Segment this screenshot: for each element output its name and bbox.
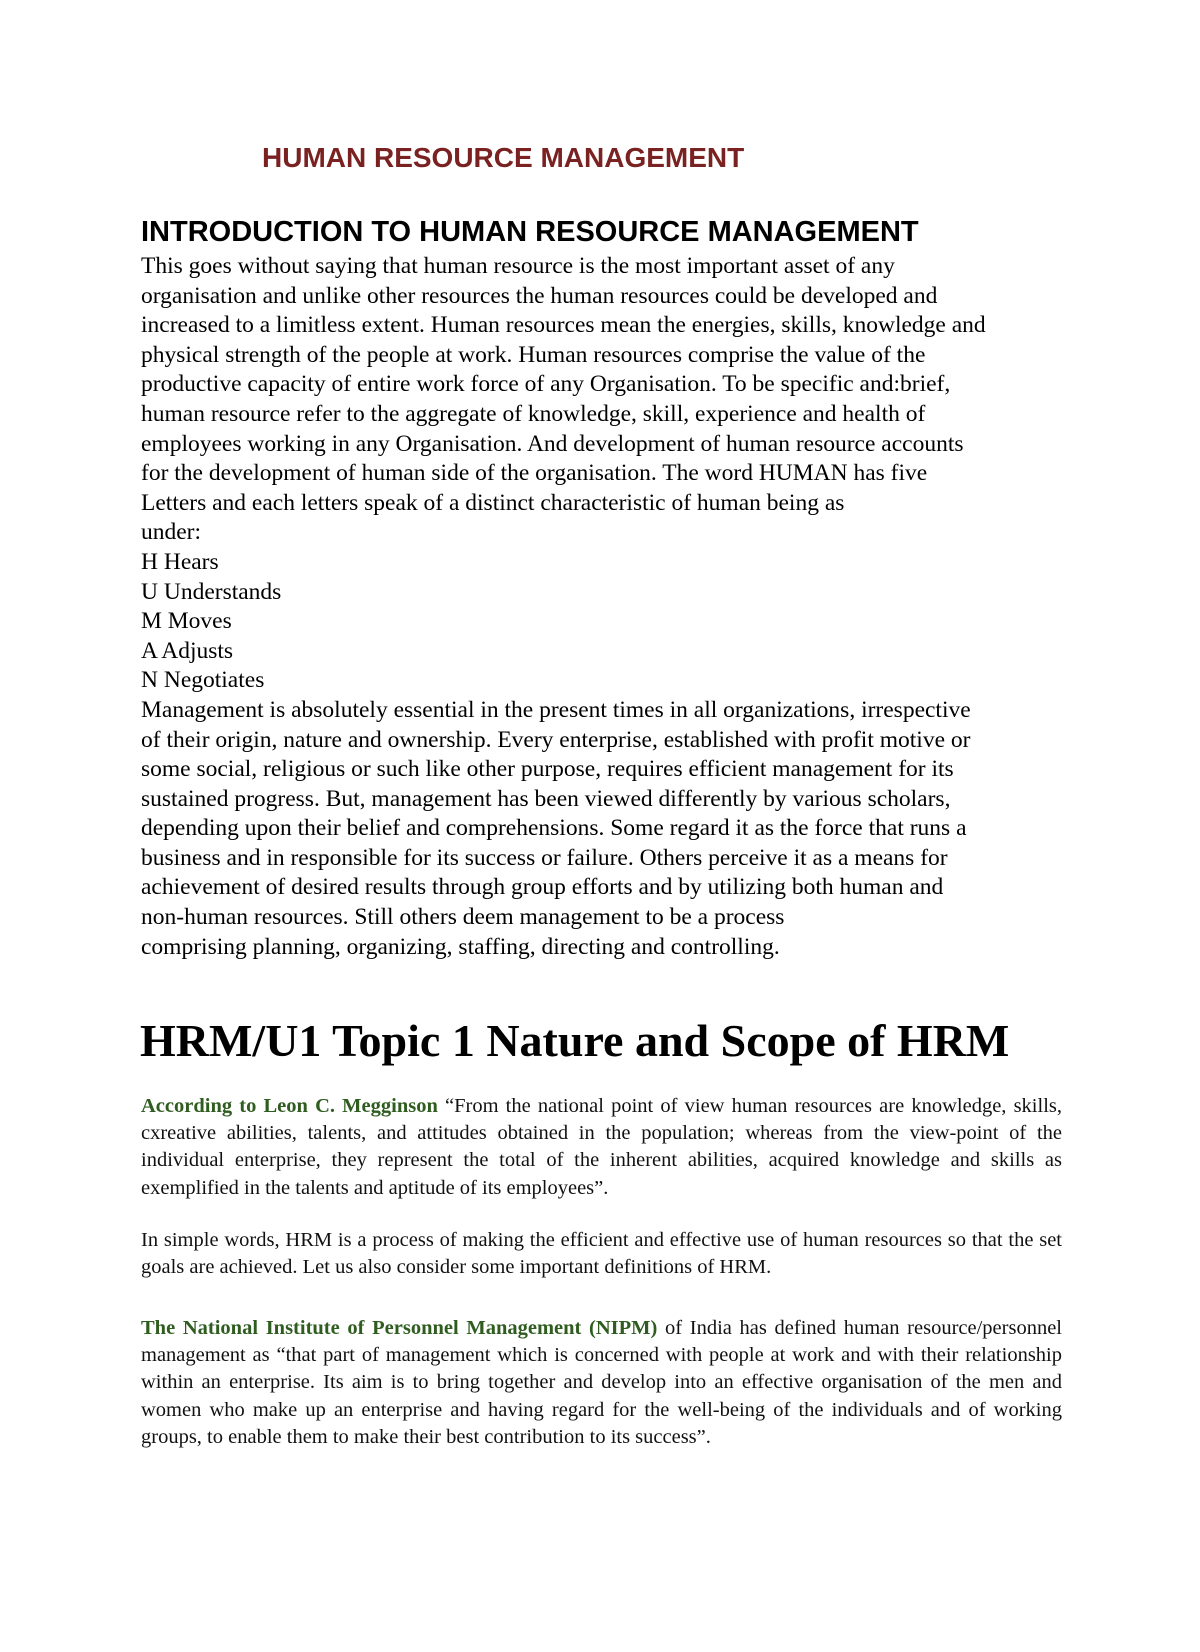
intro-line: sustained progress. But, management has been viewed differently by various scholars, bbox=[141, 785, 951, 812]
topic-heading: HRM/U1 Topic 1 Nature and Scope of HRM bbox=[140, 1015, 1010, 1066]
intro-heading: INTRODUCTION TO HUMAN RESOURCE MANAGEMENT bbox=[141, 216, 919, 248]
intro-line: employees working in any Organisation. And development of human resource accounts bbox=[141, 430, 964, 457]
intro-line: non-human resources. Still others deem management to be a process bbox=[141, 904, 785, 931]
paragraph-lead-author: According to Leon C. Megginson bbox=[141, 1095, 438, 1117]
intro-line: achievement of desired results through group efforts and by utilizing both human and bbox=[141, 874, 944, 901]
intro-line: of their origin, nature and ownership. Every enterprise, established with profit motive or bbox=[141, 726, 971, 753]
human-letter-item: N Negotiates bbox=[141, 667, 265, 694]
intro-line: human resource refer to the aggregate of knowledge, skill, experience and health of bbox=[141, 400, 926, 427]
nipm-definition-paragraph bbox=[141, 1315, 1062, 1451]
paragraph-lead-organization: The National Institute of Personnel Management (NIPM) bbox=[141, 1317, 658, 1339]
intro-line: physical strength of the people at work. Human resources comprise the value of the bbox=[141, 341, 926, 368]
intro-line: some social, religious or such like other purpose, requires efficient management for its bbox=[141, 756, 954, 783]
intro-line: business and in responsible for its success or failure. Others perceive it as a means for bbox=[141, 844, 948, 871]
human-letter-item: U Understands bbox=[141, 578, 282, 605]
intro-line: Management is absolutely essential in the present times in all organizations, irrespective bbox=[141, 696, 971, 723]
intro-line: increased to a limitless extent. Human resources mean the energies, skills, knowledge and bbox=[141, 312, 986, 339]
paragraph-text: of India has defined human resource/personnel management as “that part of management which is concerned with people at work and with their relationship within an enterprise. Its aim is to bring together and develop into an effective organisation of the men and women who make up an enterprise and having regard for the well-being of the individuals and of working groups, to enable them to make their best contribution to its success”. bbox=[141, 1317, 1062, 1448]
intro-line: organisation and unlike other resources the human resources could be developed and bbox=[141, 282, 938, 309]
human-letter-item: M Moves bbox=[141, 608, 232, 635]
intro-line: depending upon their belief and comprehensions. Some regard it as the force that runs a bbox=[141, 815, 967, 842]
intro-line: productive capacity of entire work force of any Organisation. To be specific and:brief, bbox=[141, 371, 951, 398]
paragraph-text: In simple words, HRM is a process of making the efficient and effective use of human resources so that the set goals are achieved. Let us also consider some important definitions of HRM. bbox=[141, 1229, 1062, 1279]
megginson-definition-paragraph bbox=[141, 1093, 1062, 1202]
intro-line: Letters and each letters speak of a distinct characteristic of human being as bbox=[141, 489, 845, 516]
intro-line: This goes without saying that human resource is the most important asset of any bbox=[141, 253, 895, 279]
document-title: HUMAN RESOURCE MANAGEMENT bbox=[262, 142, 745, 173]
paragraph-text: “From the national point of view human resources are knowledge, skills, cxreative abilities, talents, and attitudes obtained in the population; whereas from the view-point of the individual enterprise, they represent the total of the inherent abilities, acquired knowledge and skills as exemplified in the talents and aptitude of its employees”. bbox=[141, 1095, 1062, 1199]
intro-line: under: bbox=[141, 519, 202, 546]
intro-line: for the development of human side of the organisation. The word HUMAN has five bbox=[141, 460, 928, 487]
intro-line: comprising planning, organizing, staffing, directing and controlling. bbox=[141, 933, 780, 960]
human-letter-item: H Hears bbox=[141, 548, 219, 575]
human-letter-item: A Adjusts bbox=[141, 637, 234, 664]
intro-body bbox=[141, 252, 1101, 962]
simple-words-paragraph bbox=[141, 1227, 1062, 1281]
